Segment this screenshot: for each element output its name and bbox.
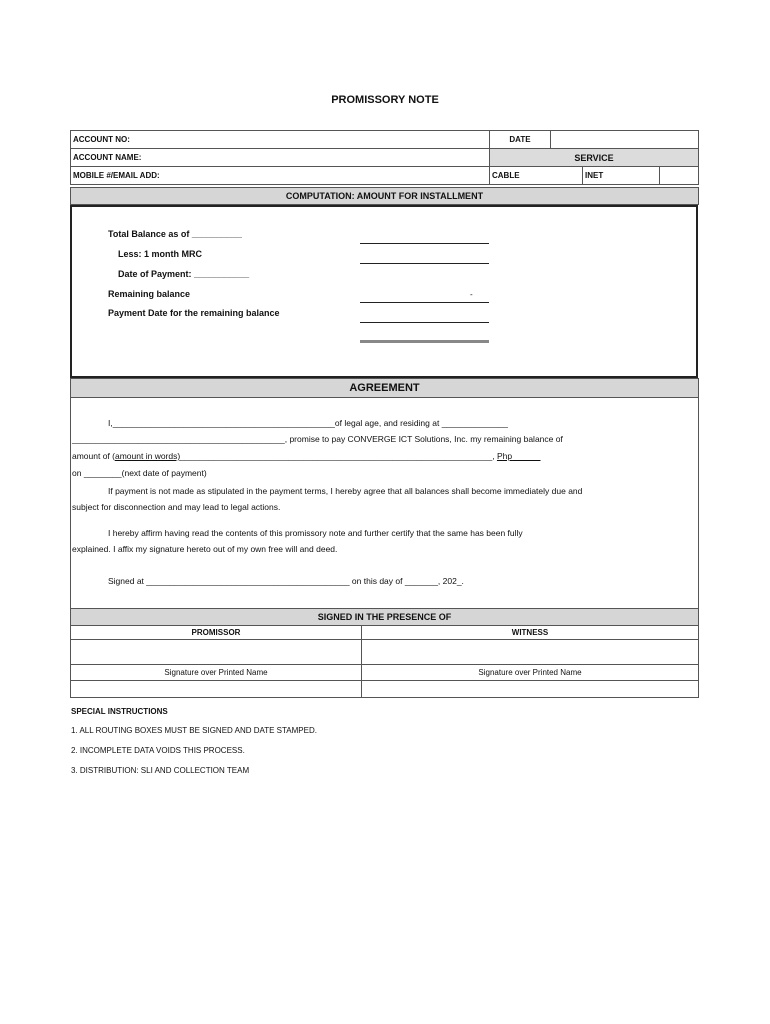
account-info-table <box>70 130 699 185</box>
agreement-line-6: subject for disconnection and may lead to legal actions. <box>72 502 281 512</box>
witness-signature-caption: Signature over Printed Name <box>362 665 699 681</box>
instructions-title: SPECIAL INSTRUCTIONS <box>71 707 168 716</box>
promissor-label: PROMISSOR <box>71 626 362 640</box>
agreement-line-8: explained. I affix my signature hereto out of my own free will and deed. <box>72 544 338 554</box>
computation-title: COMPUTATION: AMOUNT FOR INSTALLMENT <box>70 187 699 205</box>
witness-date-field[interactable] <box>362 681 699 698</box>
agreement-line-3 <box>72 451 540 461</box>
page-title: PROMISSORY NOTE <box>331 94 439 106</box>
presence-title: SIGNED IN THE PRESENCE OF <box>70 608 699 626</box>
amount-in-words[interactable]: amount in words) <box>115 451 181 461</box>
promissor-date-field[interactable] <box>71 681 362 698</box>
agreement-line-5: If payment is not made as stipulated in the payment terms, I hereby agree that all balances shall become immediately due and <box>108 486 583 496</box>
date-field[interactable] <box>551 131 699 149</box>
instruction-item: 3. DISTRIBUTION: SLI AND COLLECTION TEAM <box>71 766 250 775</box>
agreement-line-2: _____________________________________________, promise to pay CONVERGE ICT Solutions, Inc. my remaining balance of <box>72 434 563 444</box>
instruction-item: 2. INCOMPLETE DATA VOIDS THIS PROCESS. <box>71 746 245 755</box>
witness-signature-field[interactable] <box>362 640 699 665</box>
promissor-signature-field[interactable] <box>71 640 362 665</box>
mobile-email-label: MOBILE #/EMAIL ADD: <box>71 167 490 185</box>
instruction-item: 1. ALL ROUTING BOXES MUST BE SIGNED AND DATE STAMPED. <box>71 726 317 735</box>
php-label: Php <box>496 451 513 461</box>
signature-table <box>70 625 699 698</box>
cable-label: CABLE <box>490 167 583 185</box>
amount-blank[interactable]: __________________________________________________________________ <box>180 451 493 461</box>
account-no-label: ACCOUNT NO: <box>71 131 490 149</box>
agreement-line-4: on ________(next date of payment) <box>72 468 207 478</box>
total-balance-label: Total Balance as of __________ <box>108 229 242 239</box>
php-blank[interactable]: ______ <box>512 451 541 461</box>
service-label: SERVICE <box>490 149 699 167</box>
agreement-line-9: Signed at ___________________________________________ on this day of _______, 202_. <box>108 576 464 586</box>
inet-label: INET <box>583 167 660 185</box>
account-name-label: ACCOUNT NAME: <box>71 149 490 167</box>
agreement-title: AGREEMENT <box>70 378 699 398</box>
total-double-line <box>360 340 489 343</box>
total-balance-line[interactable] <box>360 243 489 244</box>
promissor-signature-caption: Signature over Printed Name <box>71 665 362 681</box>
remaining-dash: - <box>470 290 473 299</box>
witness-label: WITNESS <box>362 626 699 640</box>
date-of-payment-label: Date of Payment: ___________ <box>118 269 250 279</box>
amount-suffix: , <box>492 451 497 461</box>
less-mrc-label: Less: 1 month MRC <box>118 249 203 259</box>
remaining-balance-line[interactable] <box>360 302 489 303</box>
date-label: DATE <box>490 131 551 149</box>
remaining-balance-label: Remaining balance <box>108 289 191 299</box>
amount-prefix: amount of ( <box>72 451 115 461</box>
payment-date-remaining-label: Payment Date for the remaining balance <box>108 308 280 318</box>
payment-date-line[interactable] <box>360 322 489 323</box>
agreement-line-7: I hereby affirm having read the contents of this promissory note and further certify that the same has been fully <box>108 528 523 538</box>
inet-field[interactable] <box>660 167 699 185</box>
agreement-line-1: I,_______________________________________________of legal age, and residing at ______________ <box>108 418 508 428</box>
less-mrc-line[interactable] <box>360 263 489 264</box>
